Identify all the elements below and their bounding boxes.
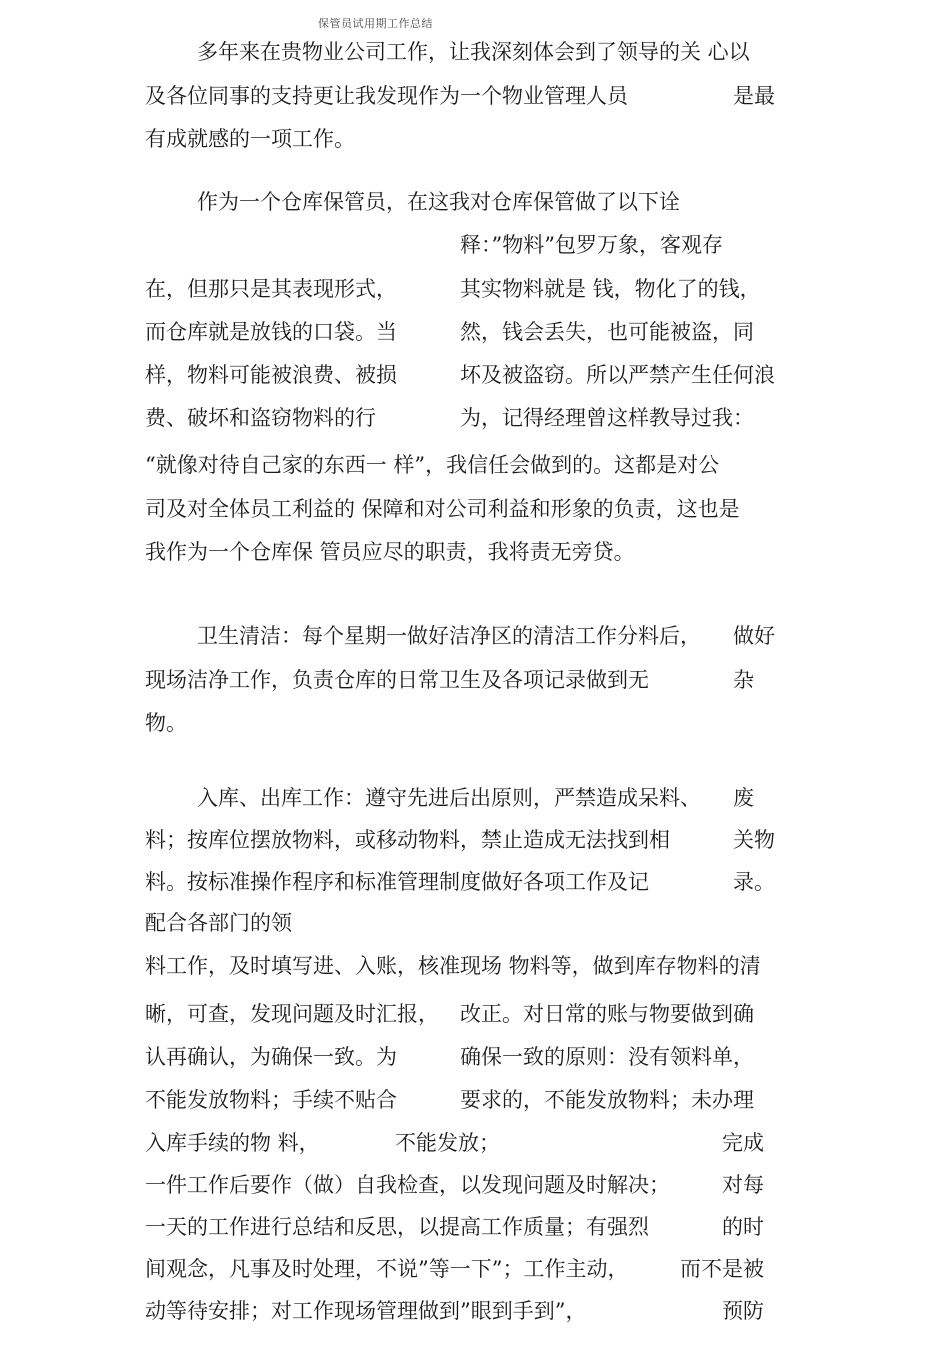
text-line: 的时 bbox=[722, 1215, 764, 1239]
text-line: 预防 bbox=[722, 1299, 764, 1323]
text-line: “就像对待自己家的东西一 样”，我信任会做到的。这都是对公 bbox=[145, 453, 720, 477]
text-line: 其实物料就是 钱，物化了的钱， bbox=[460, 277, 761, 301]
text-line: 多年来在贵物业公司工作，让我深刻体会到了领导的关 心以 bbox=[197, 40, 750, 64]
text-line: 做好 bbox=[733, 624, 775, 648]
text-line: 配合各部门的领 bbox=[145, 911, 292, 935]
text-line: 有成就感的一项工作。 bbox=[145, 127, 355, 151]
document-header: 保管员试用期工作总结 bbox=[318, 17, 433, 30]
text-line: 不能发放物料；手续不贴合 bbox=[145, 1088, 397, 1112]
text-line: 间观念，凡事及时处理，不说”等一下”；工作主动， bbox=[145, 1257, 629, 1281]
text-line: 要求的，不能发放物料；未办理 bbox=[460, 1088, 754, 1112]
text-line: 晰，可查，发现问题及时汇报， bbox=[145, 1002, 439, 1026]
text-line: 样，物料可能被浪费、被损 bbox=[145, 363, 397, 387]
text-line: 而仓库就是放钱的口袋。当 bbox=[145, 320, 397, 344]
text-line: 一天的工作进行总结和反思，以提高工作质量；有强烈 bbox=[145, 1215, 649, 1239]
text-line: 入库、出库工作：遵守先进后出原则，严禁造成呆料、 bbox=[197, 786, 701, 810]
text-line: 料工作，及时填写进、入账，核准现场 物料等，做到库存物料的清 bbox=[145, 954, 761, 978]
text-line: 录。 bbox=[733, 870, 775, 894]
text-line: 完成 bbox=[722, 1131, 764, 1155]
text-line: 作为一个仓库保管员，在这我对仓库保管做了以下诠 bbox=[197, 190, 680, 214]
text-line: 关物 bbox=[733, 828, 775, 852]
text-line: 入库手续的物 料， bbox=[145, 1131, 320, 1155]
text-line: 料；按库位摆放物料，或移动物料，禁止造成无法找到相 bbox=[145, 828, 670, 852]
text-line: 为，记得经理曾这样教导过我： bbox=[460, 406, 754, 430]
text-line: 物。 bbox=[145, 711, 187, 735]
text-line: 杂 bbox=[733, 668, 754, 692]
text-line: 在，但那只是其表现形式， bbox=[145, 277, 397, 301]
text-line: 废 bbox=[733, 786, 754, 810]
text-line: 司及对全体员工利益的 保障和对公司利益和形象的负责，这也是 bbox=[145, 497, 740, 521]
text-line: 确保一致的原则：没有领料单， bbox=[460, 1045, 754, 1069]
text-line: 费、破坏和盗窃物料的行 bbox=[145, 406, 376, 430]
text-line: 改正。对日常的账与物要做到确 bbox=[460, 1002, 754, 1026]
text-line: 现场洁净工作，负责仓库的日常卫生及各项记录做到无 bbox=[145, 668, 649, 692]
text-line: 而不是被 bbox=[680, 1257, 764, 1281]
text-line: 对每 bbox=[722, 1173, 764, 1197]
text-line: 动等待安排；对工作现场管理做到”眼到手到”， bbox=[145, 1299, 587, 1323]
text-line: 不能发放； bbox=[395, 1131, 500, 1155]
text-line: 认再确认，为确保一致。为 bbox=[145, 1045, 397, 1069]
text-line: 是最 bbox=[733, 84, 775, 108]
text-line: 然，钱会丢失，也可能被盗，同 bbox=[460, 320, 754, 344]
text-line: 料。按标准操作程序和标准管理制度做好各项工作及记 bbox=[145, 870, 649, 894]
text-line: 卫生清洁：每个星期一做好洁净区的清洁工作分料后， bbox=[197, 624, 701, 648]
text-line: 及各位同事的支持更让我发现作为一个物业管理人员 bbox=[145, 84, 628, 108]
text-line: 释：”物料”包罗万象，客观存 bbox=[460, 233, 723, 257]
text-line: 我作为一个仓库保 管员应尽的职责，我将责无旁贷。 bbox=[145, 540, 635, 564]
text-line: 一件工作后要作（做）自我检查，以发现问题及时解决； bbox=[145, 1173, 670, 1197]
text-line: 坏及被盗窃。所以严禁产生任何浪 bbox=[460, 363, 775, 387]
